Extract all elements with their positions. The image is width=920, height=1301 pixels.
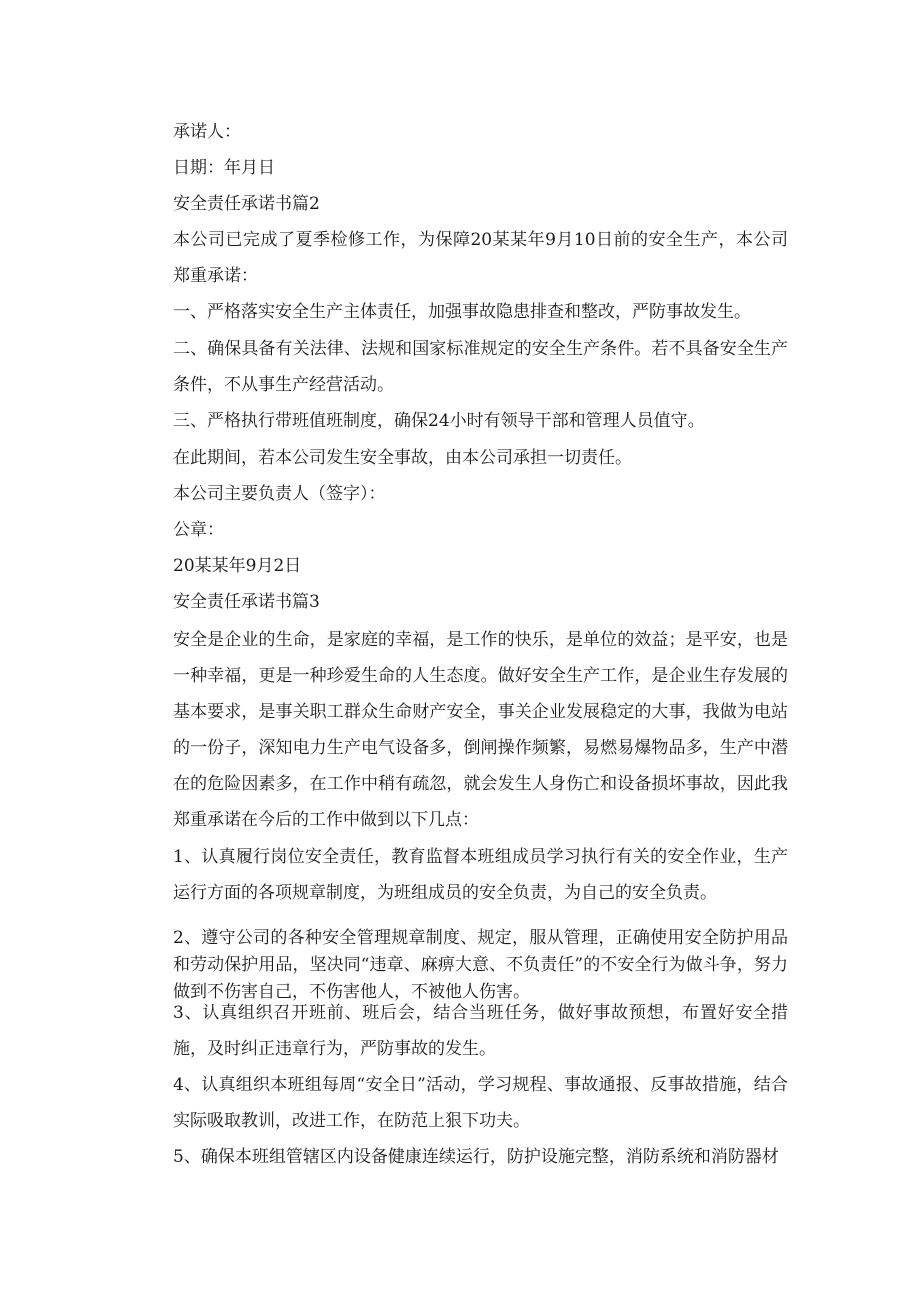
signature-label: 本公司主要负责人（签字）： bbox=[173, 484, 386, 504]
list-item-2-2: 二、确保具备有关法律、法规和国家标准规定的安全生产条件。若不具备安全生产条件，不从事生产经营活动。 bbox=[173, 339, 788, 395]
list-item-3-3: 3、认真组织召开班前、班后会，结合当班任务，做好事故预想，布置好安全措施，及时纠正违章行为，严防事故的发生。 bbox=[173, 1003, 788, 1059]
seal-label: 公章： bbox=[173, 520, 224, 540]
list-item-3-1: 1、认真履行岗位安全责任，教育监督本班组成员学习执行有关的安全作业，生产运行方面的各项规章制度，为班组成员的安全负责，为自己的安全负责。 bbox=[173, 847, 788, 903]
promiser-label: 承诺人： bbox=[173, 122, 241, 142]
section-title-2: 安全责任承诺书篇2 bbox=[173, 194, 320, 214]
list-item-3-4: 4、认真组织本班组每周“安全日”活动，学习规程、事故通报、反事故措施，结合实际吸取教训，改进工作，在防范上狠下功夫。 bbox=[173, 1075, 788, 1131]
list-item-3-2: 2、遵守公司的各种安全管理规章制度、规定，服从管理，正确使用安全防护用品和劳动保护用品，坚决同“违章、麻痹大意、不负责任”的不安全行为做斗争，努力做到不伤害自己，不伤害他人，不被他人伤害。 bbox=[173, 928, 788, 1002]
paragraph-intro-2: 本公司已完成了夏季检修工作，为保障20某某年9月10日前的安全生产，本公司郑重承诺： bbox=[173, 230, 788, 286]
responsibility-statement: 在此期间，若本公司发生安全事故，由本公司承担一切责任。 bbox=[173, 448, 632, 468]
paragraph-intro-3: 安全是企业的生命，是家庭的幸福，是工作的快乐，是单位的效益；是平安，也是一种幸福，更是一种珍爱生命的人生态度。做好安全生产工作，是企业生存发展的基本要求，是事关职工群众生命财产安全，事关企业发展稳定的大事，我做为电站的一份子，深知电力生产电气设备多，倒闸操作频繁，易燃易爆物品多，生产中潜在的危险因素多，在工作中稍有疏忽，就会发生人身伤亡和设备损坏事故，因此我郑重承诺在今后的工作中做到以下几点： bbox=[173, 630, 788, 830]
date-label: 日期：年月日 bbox=[173, 158, 275, 178]
list-item-2-1: 一、严格落实安全生产主体责任，加强事故隐患排查和整改，严防事故发生。 bbox=[173, 302, 751, 322]
section-title-3: 安全责任承诺书篇3 bbox=[173, 592, 320, 612]
list-item-3-5: 5、确保本班组管辖区内设备健康连续运行，防护设施完整，消防系统和消防器材 bbox=[173, 1147, 779, 1167]
list-item-2-3: 三、严格执行带班值班制度，确保24小时有领导干部和管理人员值守。 bbox=[173, 411, 705, 431]
signed-date: 20某某年9月2日 bbox=[173, 556, 302, 576]
